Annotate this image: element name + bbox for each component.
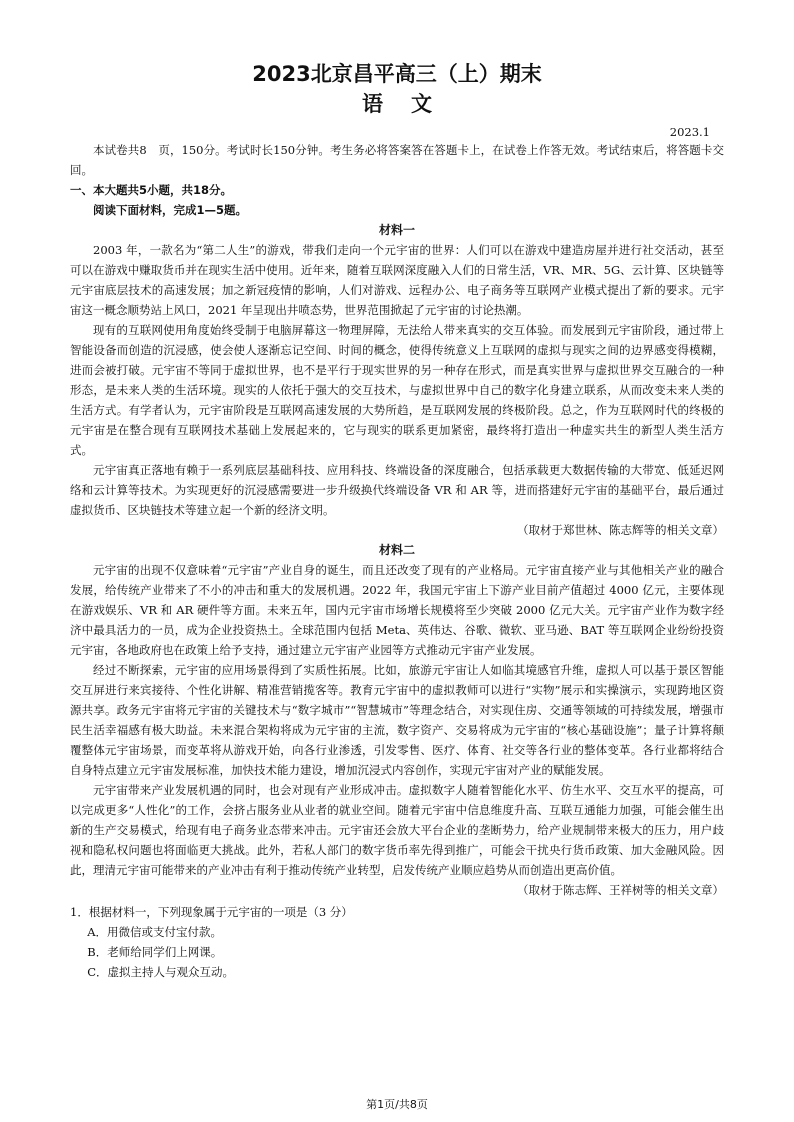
material2-paragraph: 经过不断探索，元宇宙的应用场景得到了实质性拓展。比如，旅游元宇宙让人如临其境感官升维，虚拟人可以基于景区智能交互屏进行来宾接待、个性化讲解、精准营销揽客等。教育元宇宙中的虚拟教师可以进行“实物”展示和实操演示，实现跨地区资源共享。政务元宇宙将元宇宙的关键技术与“数字城市”“智慧城市”等理念结合，对实现住房、交通等领域的可持续发展，增强市民生活幸福感有极大助益。未来混合架构将成为元宇宙的主流，数字资产、交易将成为元宇宙的“核心基础设施”；量子计算将颠覆整体元宇宙场景，而变革将从游戏开始，向各行业渗透，引发零售、医疗、体育、社交等各行业的整体变革。各行业都将结合自身特点建立元宇宙发展标准，加快技术能力建设，增加沉浸式内容创作，实现元宇宙对产业的赋能发展。 (70, 663, 724, 777)
material1-paragraph: 元宇宙真正落地有赖于一系列底层基础科技、应用科技、终端设备的深度融合，包括承载更大数据传输的大带宽、低延迟网络和云计算等技术。为实现更好的沉浸感需要进一步升级换代终端设备 VR 和 AR 等，进而搭建好元宇宙的基础平台，最后通过虚拟货币、区块链技术等建立起一个新的经济文明。 (70, 463, 724, 517)
material2-paragraph: 元宇宙带来产业发展机遇的同时，也会对现有产业形成冲击。虚拟数字人随着智能化水平、仿生水平、交互水平的提高，可以完成更多“人性化”的工作，会挤占服务业从业者的就业空间。随着元宇宙中信息维度升高、互联互通能力加强，可能会催生出新的生产交易模式，给现有电子商务业态带来冲击。元宇宙还会放大平台企业的垄断势力，给产业规制带来极大的压力，用户歧视和隐私权问题也将面临更大挑战。此外，若私人部门的数字货币率先得到推广，可能会干扰央行货币政策、加大金融风险。因此，理清元宇宙可能带来的产业冲击有利于推动传统产业转型，启发传统产业顺应趋势从而创造出更高价值。 (70, 783, 724, 877)
exam-date: 2023.1 (669, 125, 710, 139)
material2-paragraph: 元宇宙的出现不仅意味着“元宇宙”产业自身的诞生，而且还改变了现有的产业格局。元宇宙直接产业与其他相关产业的融合发展，给传统产业带来了不小的冲击和重大的发展机遇。2022 年，我国元宇宙上下游产业目前产值超过 4000 亿元，主要体现在游戏娱乐、VR 和 AR 硬件等方面。未来五年，国内元宇宙市场增长规模将至少突破 2000 亿元大关。元宇宙产业作为数字经济中最具活力的一员，成为企业投资热土。全球范围内包括 Meta、英伟达、谷歌、微软、亚马逊、BAT 等互联网企业纷纷投资元宇宙，各地政府也在政策上给予支持，通过建立元宇宙产业园等方式推动元宇宙产业发展。 (70, 563, 724, 657)
subject-title: 语文 (362, 92, 460, 116)
material2-title: 材料二 (378, 543, 415, 557)
question-1-option-a: A．用微信或支付宝付款。 (87, 925, 223, 939)
section-heading: 一、本大题共5小题，共18分。 (70, 183, 233, 197)
exam-title: 2023北京昌平高三（上）期末 (252, 62, 542, 86)
material1-source: （取材于郑世林、陈志辉等的相关文章） (517, 523, 724, 537)
material1-paragraph: 2003 年，一款名为“第二人生”的游戏，带我们走向一个元宇宙的世界：人们可以在游戏中建造房屋并进行社交活动，甚至可以在游戏中赚取货币并在现实生活中使用。近年来，随着互联网深度融入人们的日常生活，VR、MR、5G、云计算、区块链等元宇宙底层技术的高速发展；加之新冠疫情的影响，人们对游戏、远程办公、电子商务等互联网产业模式提出了新的要求。元宇宙这一概念顺势站上风口，2021 年呈现出井喷态势，世界范围掀起了元宇宙的讨论热潮。 (70, 243, 724, 317)
material1-paragraph: 现有的互联网使用角度始终受制于电脑屏幕这一物理屏障，无法给人带来真实的交互体验。而发展到元宇宙阶段，通过带上智能设备而创造的沉浸感，使会使人逐渐忘记空间、时间的概念，使得传统意义上互联网的虚拟与现实之间的边界感变得模糊，进而会被打破。元宇宙不等同于虚拟世界，也不是平行于现实世界的另一种存在形式，而是真实世界与虚拟世界交互融合的一种形态，是未来人类的生活环境。现实的人依托于强大的交互技术，与虚拟世界中自己的数字化身建立联系，从而改变未来人类的生活方式。有学者认为，元宇宙阶段是互联网高速发展的大势所趋，是互联网发展的终极阶段。总之，作为互联网时代的终极的元宇宙是在整合现有互联网技术基础上发展起来的，它与现实的联系更加紧密，最终将打造出一种虚实共生的新型人类生活方式。 (70, 323, 724, 457)
question-1-stem: 1．根据材料一，下列现象属于元宇宙的一项是（3 分） (70, 905, 353, 919)
exam-intro: 本试卷共8 页，150分。考试时长150分钟。考生务必将答案答在答题卡上，在试卷上作答无效。考试结束后，将答题卡交回。 (70, 143, 724, 177)
material1-title: 材料一 (378, 223, 415, 237)
page-number: 第1页/共8页 (366, 1098, 428, 1111)
question-1-option-c: C．虚拟主持人与观众互动。 (87, 965, 235, 979)
material2-source: （取材于陈志辉、王祥树等的相关文章） (517, 883, 724, 897)
question-1-option-b: B．老师给同学们上网课。 (87, 945, 223, 959)
section-instruction: 阅读下面材料，完成1—5题。 (93, 203, 248, 217)
